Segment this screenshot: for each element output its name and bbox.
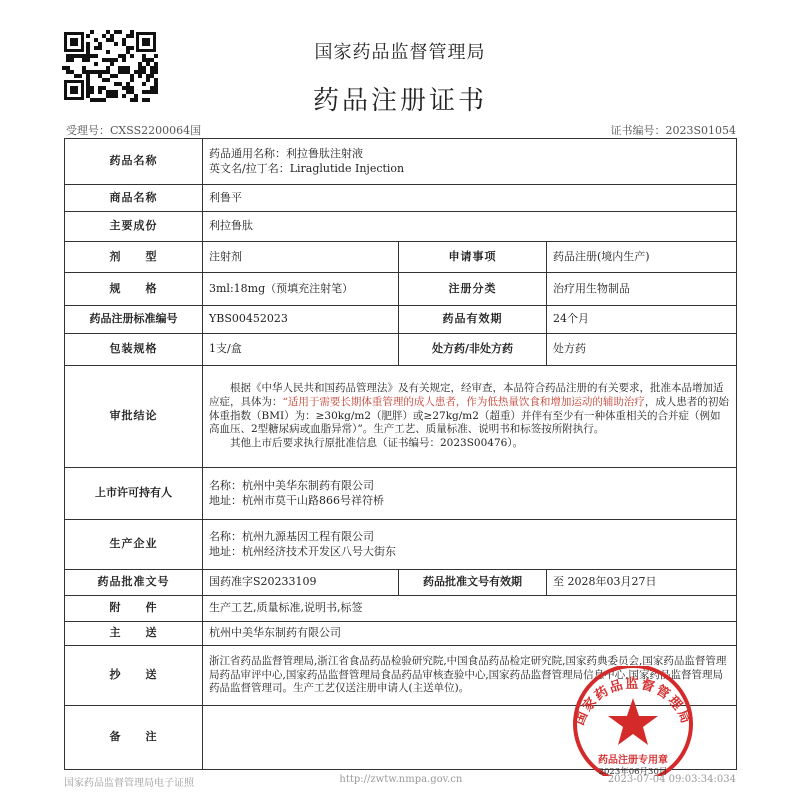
seal-bottom-text: 药品注册专用章 <box>598 755 668 766</box>
manufacturer-name: 名称：杭州九源基因工程有限公司 <box>209 529 374 543</box>
seal-arc-text: 国家药品监督管理局 <box>572 676 694 728</box>
receipt-number: 受理号：CXSS2200064国 <box>66 124 202 137</box>
generic-name: 药品通用名称：利拉鲁肽注射液 <box>209 146 363 160</box>
label-spec: 规 格 <box>65 273 203 306</box>
holder-name: 名称：杭州中美华东制药有限公司 <box>209 478 374 492</box>
holder-cell <box>203 468 737 520</box>
spec: 3ml:18mg（预填充注射笔） <box>203 273 399 306</box>
ingredient: 利拉鲁肽 <box>203 212 737 242</box>
label-ingredient: 主要成份 <box>65 212 203 242</box>
drug-name-cell <box>203 139 737 185</box>
seal-date: 2023年06月30日 <box>598 767 668 776</box>
manufacturer-cell <box>203 520 737 570</box>
label-application: 申请事项 <box>399 242 547 273</box>
label-trade-name: 商品名称 <box>65 185 203 212</box>
classification: 治疗用生物制品 <box>547 273 737 306</box>
cc: 浙江省药品监督管理局,浙江省食品药品检验研究院,中国食品药品检定研究院,国家药典委员会,国家药品监督管理局药品审评中心,国家药品监督管理局食品药品审核查验中心,国家药品监督管理局信息中心,国家药品监督管理局药品监督管理司。生产工艺仅送注册申请人(主送单位)。 <box>203 646 737 706</box>
label-cc: 抄 送 <box>65 646 203 706</box>
certificate-title: 药品注册证书 <box>312 86 487 116</box>
label-validity: 药品有效期 <box>399 306 547 334</box>
conclusion-text-1: 根据《中华人民共和国药品管理法》及有关规定，经审查，本品符合药品注册的有关要求，批准本品增加适应症，具体为： <box>209 382 724 409</box>
trade-name: 利鲁平 <box>203 185 737 212</box>
manufacturer-address: 地址：杭州经济技术开发区八号大街东 <box>209 544 396 558</box>
label-approval-validity: 药品批准文号有效期 <box>399 570 547 596</box>
footer-url: http://zwtw.nmpa.gov.cn <box>339 774 463 785</box>
label-send-to: 主 送 <box>65 622 203 646</box>
footer <box>64 774 736 789</box>
label-standard-no: 药品注册标准编号 <box>65 306 203 334</box>
footer-timestamp: 2023-07-04 09:03:34:034 <box>607 774 736 785</box>
label-manufacturer: 生产企业 <box>65 520 203 570</box>
application: 药品注册(境内生产) <box>547 242 737 273</box>
label-otc: 处方药/非处方药 <box>399 334 547 366</box>
label-remarks: 备 注 <box>65 706 203 770</box>
dosage-form: 注射剂 <box>203 242 399 273</box>
standard-no: YBS00452023 <box>203 306 399 334</box>
label-approval-no: 药品批准文号 <box>65 570 203 596</box>
approval-validity: 至 2028年03月27日 <box>547 570 737 596</box>
package: 1支/盒 <box>203 334 399 366</box>
send-to: 杭州中美华东制药有限公司 <box>203 622 737 646</box>
validity: 24个月 <box>547 306 737 334</box>
star-icon <box>608 698 658 745</box>
otc: 处方药 <box>547 334 737 366</box>
english-name: 英文名/拉丁名：Liraglutide Injection <box>209 161 405 175</box>
approval-no: 国药准字S20233109 <box>203 570 399 596</box>
conclusion-highlight: “适用于需要长期体重管理的成人患者，作为低热量饮食和增加运动的辅助治疗 <box>282 396 645 409</box>
label-holder: 上市许可持有人 <box>65 468 203 520</box>
conclusion <box>203 366 737 468</box>
agency-name: 国家药品监督管理局 <box>314 42 486 63</box>
label-package: 包装规格 <box>65 334 203 366</box>
label-conclusion: 审批结论 <box>65 366 203 468</box>
conclusion-text-2: ，成人患者的初始体重指数（BMI）为：≥30kg/m2（肥胖）或≥27kg/m2（超重）并伴有至少有一种体重相关的合并症（例如高血压、2型糖尿病或血脂异常）”。生产工艺、质量标准、说明书和标签按所附执行。 <box>209 396 729 436</box>
label-dosage-form: 剂 型 <box>65 242 203 273</box>
official-seal <box>558 666 708 776</box>
label-attachment: 附 件 <box>65 596 203 622</box>
footer-label: 国家药品监督管理局电子证照 <box>64 778 194 789</box>
label-classification: 注册分类 <box>399 273 547 306</box>
conclusion-text-3: 其他上市后要求执行原批准信息（证书编号：2023S00476）。 <box>230 436 524 449</box>
label-drug-name: 药品名称 <box>65 139 203 185</box>
holder-address: 地址：杭州市莫干山路866号祥符桥 <box>209 493 384 507</box>
certificate-number: 证书编号：2023S01054 <box>610 124 736 137</box>
attachment: 生产工艺,质量标准,说明书,标签 <box>203 596 737 622</box>
